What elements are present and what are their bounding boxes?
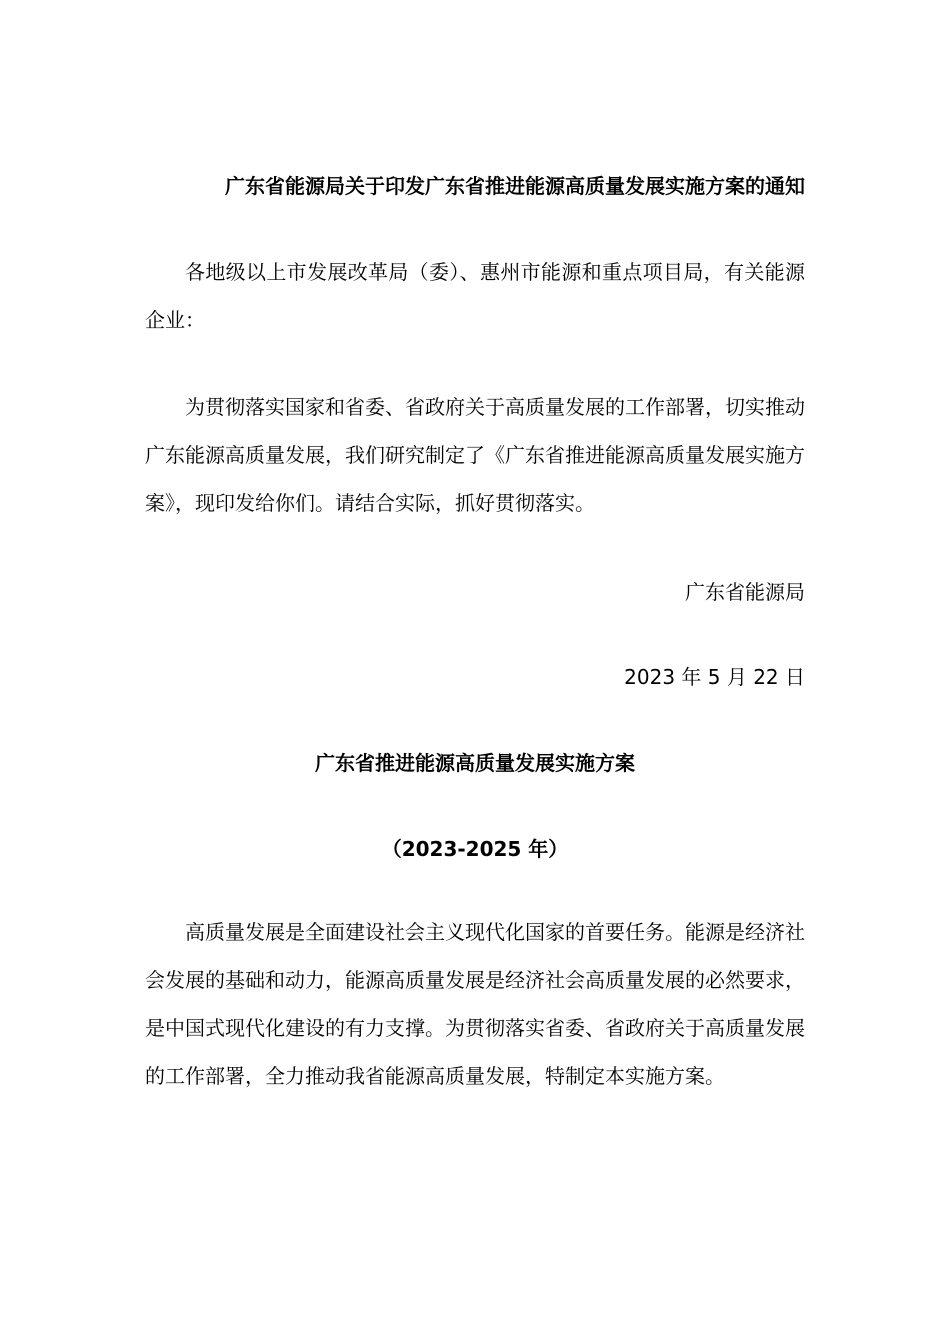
plan-period: （2023-2025 年） — [381, 837, 569, 861]
notice-body: 为贯彻落实国家和省委、省政府关于高质量发展的工作部署，切实推动广东能源高质量发展，我们研究制定了《广东省推进能源高质量发展实施方案》，现印发给你们。请结合实际，抓好贯彻落实。 — [145, 395, 805, 515]
notice-title: 广东省能源局关于印发广东省推进能源高质量发展实施方案的通知 — [225, 174, 805, 198]
document-page — [145, 0, 805, 1344]
notice-issuer: 广东省能源局 — [685, 580, 805, 604]
notice-date: 2023 年 5 月 22 日 — [624, 665, 805, 689]
plan-title: 广东省推进能源高质量发展实施方案 — [315, 751, 635, 775]
plan-intro: 高质量发展是全面建设社会主义现代化国家的首要任务。能源是经济社会发展的基础和动力，能源高质量发展是经济社会高质量发展的必然要求，是中国式现代化建设的有力支撑。为贯彻落实省委、省政府关于高质量发展的工作部署，全力推动我省能源高质量发展，特制定本实施方案。 — [145, 920, 805, 1088]
notice-greeting: 各地级以上市发展改革局（委）、惠州市能源和重点项目局，有关能源企业： — [145, 260, 805, 332]
